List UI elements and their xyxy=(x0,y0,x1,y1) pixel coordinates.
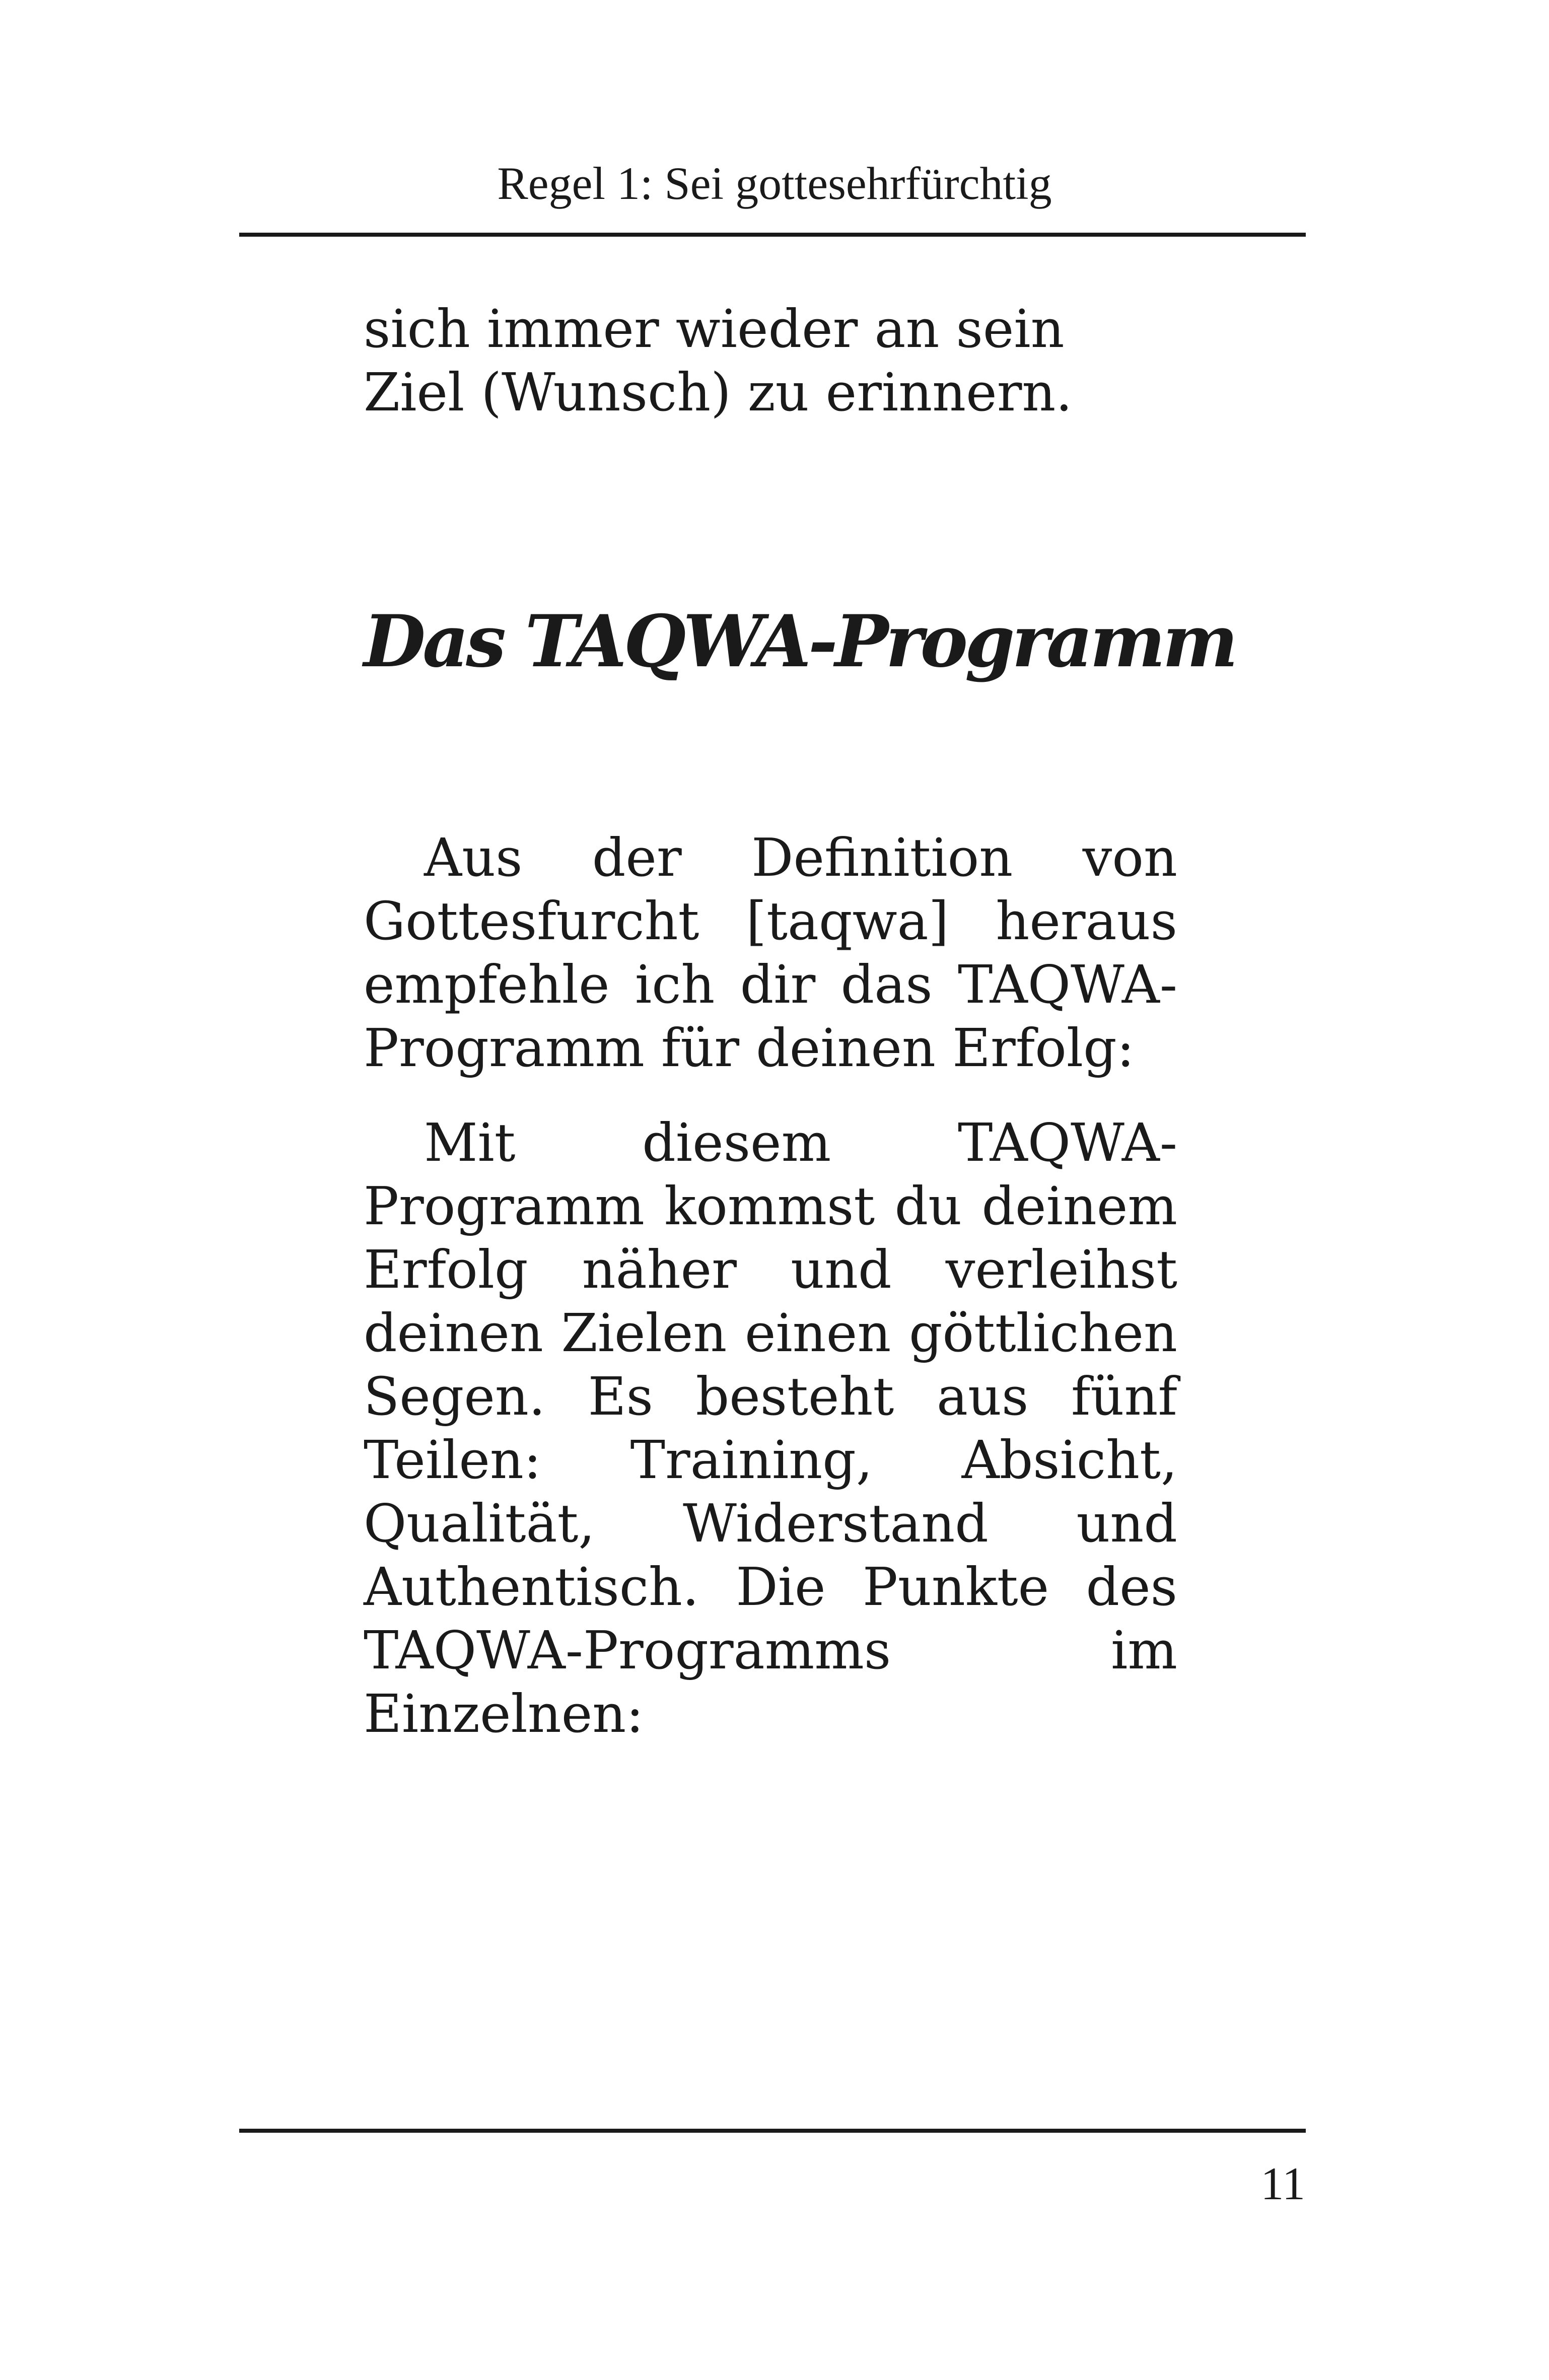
section-heading: Das TAQWA-Programm xyxy=(364,600,1235,683)
header-rule xyxy=(239,233,1306,237)
page-number: 11 xyxy=(1260,2158,1305,2209)
footer-rule xyxy=(239,2129,1306,2133)
body-text xyxy=(364,826,1177,1745)
paragraph: Mit diesem TAQWA-Programm kommst du deinem Erfolg näher und verleihst deinen Zielen einen göttlichen Segen. Es besteht aus fünf Teilen: Training, Absicht, Qualität, Widerstand und Authentisch. Die Punkte des TAQWA-Programms im Einzelnen: xyxy=(364,1112,1177,1744)
paragraph: Aus der Definition von Gottesfurcht [taqwa] heraus empfehle ich dir das TAQWA-Programm für deinen Erfolg: xyxy=(364,827,1177,1079)
carryover-text: sich immer wieder an sein Ziel (Wunsch) zu erinnern. xyxy=(364,298,1073,423)
running-head: Regel 1: Sei gottesehrfürchtig xyxy=(497,158,1052,209)
